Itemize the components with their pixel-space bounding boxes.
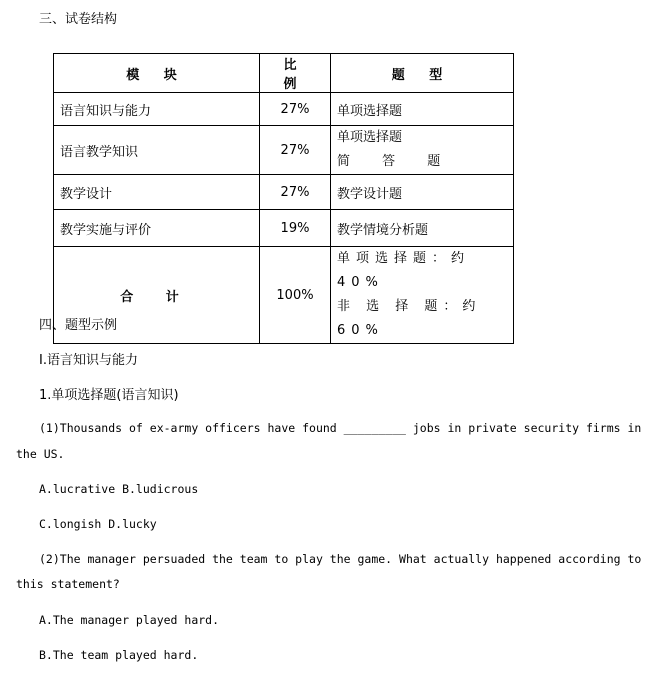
ratio-cell: 27% xyxy=(260,93,331,126)
header-type: 题 型 xyxy=(331,54,514,93)
question-stem-cont: this statement? xyxy=(16,577,120,591)
question-stem: (2)The manager persuaded the team to play the game. What actually happened according to xyxy=(39,552,642,566)
ratio-cell: 19% xyxy=(260,210,331,247)
type-line: 单项选择题：约 40% xyxy=(337,251,471,290)
subsection-heading: 1.单项选择题(语言知识) xyxy=(39,388,179,403)
table-row xyxy=(54,175,514,210)
type-cell: 教学情境分析题 xyxy=(331,210,514,247)
question-options: B.The team played hard. xyxy=(39,648,199,662)
question-options: C.longish D.lucky xyxy=(39,517,157,531)
section-heading-examples: 四、题型示例 xyxy=(39,318,118,333)
type-cell: 单项选择题 xyxy=(331,93,514,126)
table-header-row xyxy=(54,54,514,93)
question-stem: (1)Thousands of ex-army officers have found _________ jobs in private security firms in xyxy=(39,421,642,435)
ratio-cell: 27% xyxy=(260,175,331,210)
type-line: 非 选 择 题：约 60% xyxy=(337,299,482,338)
module-cell: 语言教学知识 xyxy=(54,126,260,175)
type-line: 简 答 题 xyxy=(337,154,455,169)
type-line: 单项选择题 xyxy=(337,130,403,145)
header-module: 模 块 xyxy=(54,54,260,93)
module-cell: 教学实施与评价 xyxy=(54,210,260,247)
module-cell: 教学设计 xyxy=(54,175,260,210)
header-ratio: 比 例 xyxy=(260,54,331,93)
question-options: A.The manager played hard. xyxy=(39,613,220,627)
exam-structure-table xyxy=(53,53,514,344)
ratio-cell: 27% xyxy=(260,126,331,175)
question-options: A.lucrative B.ludicrous xyxy=(39,482,199,496)
question-stem-cont: the US. xyxy=(16,447,65,461)
table-row xyxy=(54,93,514,126)
table-total-row xyxy=(54,247,514,344)
part-heading: I.语言知识与能力 xyxy=(39,353,138,368)
total-type-cell xyxy=(331,247,514,344)
table-row xyxy=(54,126,514,175)
type-cell: 教学设计题 xyxy=(331,175,514,210)
total-ratio: 100% xyxy=(260,247,331,344)
table-row xyxy=(54,210,514,247)
total-label: 合 计 xyxy=(54,247,260,344)
section-heading-structure: 三、试卷结构 xyxy=(39,12,118,27)
module-cell: 语言知识与能力 xyxy=(54,93,260,126)
type-cell xyxy=(331,126,514,175)
